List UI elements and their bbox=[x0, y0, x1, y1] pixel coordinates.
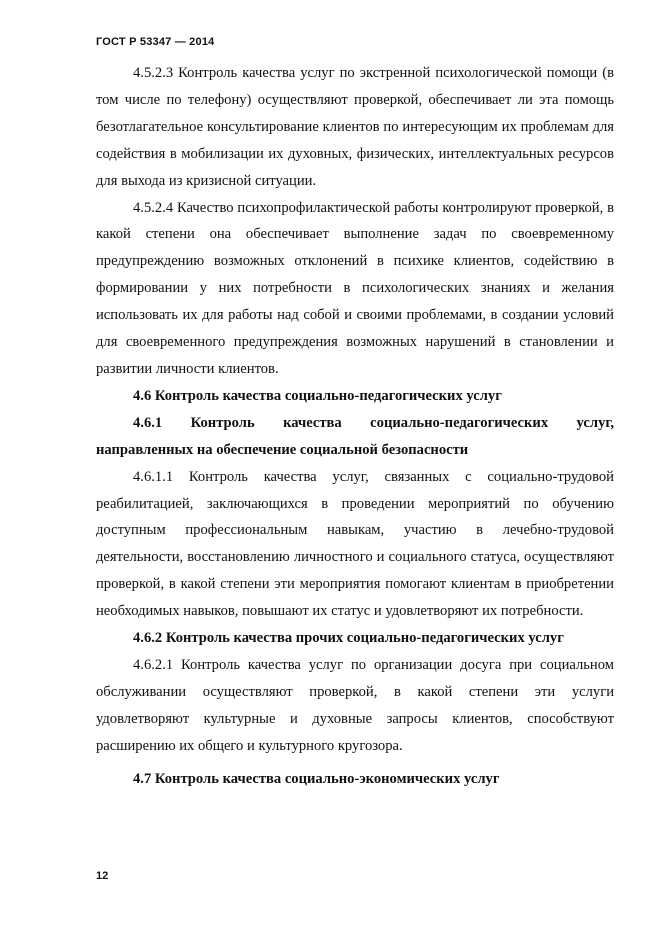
section-heading-4-7: 4.7 Контроль качества социально-экономических услуг bbox=[133, 770, 500, 787]
paragraph-4-6-1-1: 4.6.1.1 Контроль качества услуг, связанных с социально-трудовой реабилитацией, заключающихся в проведении мероприятий по обучению доступным профессиональным навыкам, участию в лечебно-трудовой деятельности, восстановлению личностного и социального статуса, осуществляют проверкой, в какой степени эти мероприятия помогают клиентам в приобретении необходимых навыков, повышают их статус и удовлетворяют их потребности. bbox=[96, 468, 614, 620]
paragraph-4-5-2-4: 4.5.2.4 Качество психопрофилактической работы контролируют проверкой, в какой степени она обеспечивает выполнение задач по своевременному предупреждению возможных отклонений в психике клиентов, содействию в формировании у них потребности в психологических знаниях и желания использовать их для работы над собой и своими проблемами, в создании условий для своевременного предупреждения возможных нарушений в становлении и развитии личности клиентов. bbox=[96, 199, 614, 377]
subsection-heading-4-6-1: 4.6.1 Контроль качества социально-педагогических услуг, направленных на обеспечение социальной безопасности bbox=[96, 414, 614, 458]
document-header: ГОСТ Р 53347 — 2014 bbox=[96, 36, 215, 48]
paragraph-4-6-2-1: 4.6.2.1 Контроль качества услуг по организации досуга при социальном обслуживании осуществляют проверкой, в какой степени эти услуги удовлетворяют культурные и духовные запросы клиентов, способствуют расширению их общего и культурного кругозора. bbox=[96, 656, 614, 754]
page-number: 12 bbox=[96, 870, 109, 882]
paragraph-4-5-2-3: 4.5.2.3 Контроль качества услуг по экстренной психологической помощи (в том числе по телефону) осуществляют проверкой, обеспечивает ли эта помощь безотлагательное консультирование клиентов по интересующим их проблемам для содействия в мобилизации их духовных, физических, интеллектуальных ресурсов для выхода из кризисной ситуации. bbox=[96, 65, 614, 189]
document-body bbox=[96, 60, 614, 792]
section-heading-4-6: 4.6 Контроль качества социально-педагогических услуг bbox=[133, 387, 502, 404]
subsection-heading-4-6-2: 4.6.2 Контроль качества прочих социально-педагогических услуг bbox=[133, 630, 564, 647]
